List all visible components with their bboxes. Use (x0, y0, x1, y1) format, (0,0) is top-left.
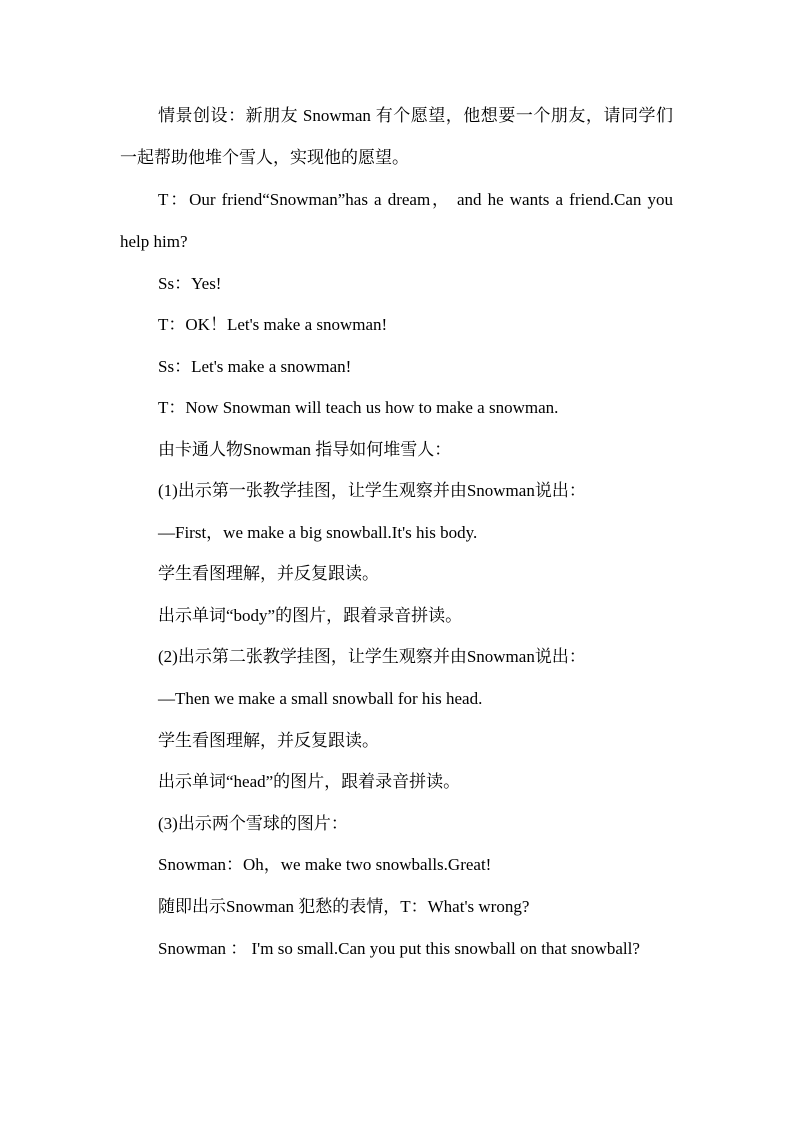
paragraph-read-along-2: 学生看图理解，并反复跟读。 (158, 731, 379, 750)
paragraph-snowman-small: Snowman ： I'm so small.Can you put this snowball on that snowball? (158, 939, 640, 958)
paragraph-students-yes: Ss：Yes! (158, 274, 222, 293)
paragraph-then-line: —Then we make a small snowball for his head. (158, 689, 483, 708)
paragraph-teacher-intro: T：Our friend“Snowman”has a dream， and he wants a friend.Can you help him? (120, 190, 673, 251)
paragraph-step-2: (2)出示第二张教学挂图，让学生观察并由Snowman说出： (158, 647, 586, 666)
paragraph-word-head: 出示单词“head”的图片，跟着录音拼读。 (158, 772, 461, 791)
paragraph-teacher-ok: T：OK！Let's make a snowman! (158, 315, 388, 334)
paragraph-cartoon-guide: 由卡通人物Snowman 指导如何堆雪人： (158, 440, 452, 459)
paragraph-step-3: (3)出示两个雪球的图片： (158, 814, 348, 833)
paragraph-step-1: (1)出示第一张教学挂图，让学生观察并由Snowman说出： (158, 481, 586, 500)
paragraph-students-make: Ss：Let's make a snowman! (158, 357, 352, 376)
paragraph-snowman-great: Snowman：Oh，we make two snowballs.Great! (158, 855, 492, 874)
paragraph-scenario: 情景创设：新朋友 Snowman 有个愿望，他想要一个朋友，请同学们一起帮助他堆个雪人，实现他的愿望。 (120, 106, 673, 167)
paragraph-word-body: 出示单词“body”的图片，跟着录音拼读。 (158, 606, 463, 625)
paragraph-whats-wrong: 随即出示Snowman 犯愁的表情，T：What's wrong? (158, 897, 530, 916)
paragraph-read-along-1: 学生看图理解，并反复跟读。 (158, 564, 379, 583)
paragraph-teacher-now: T：Now Snowman will teach us how to make a snowman. (158, 398, 559, 417)
paragraph-first-line: —First，we make a big snowball.It's his body. (158, 523, 478, 542)
